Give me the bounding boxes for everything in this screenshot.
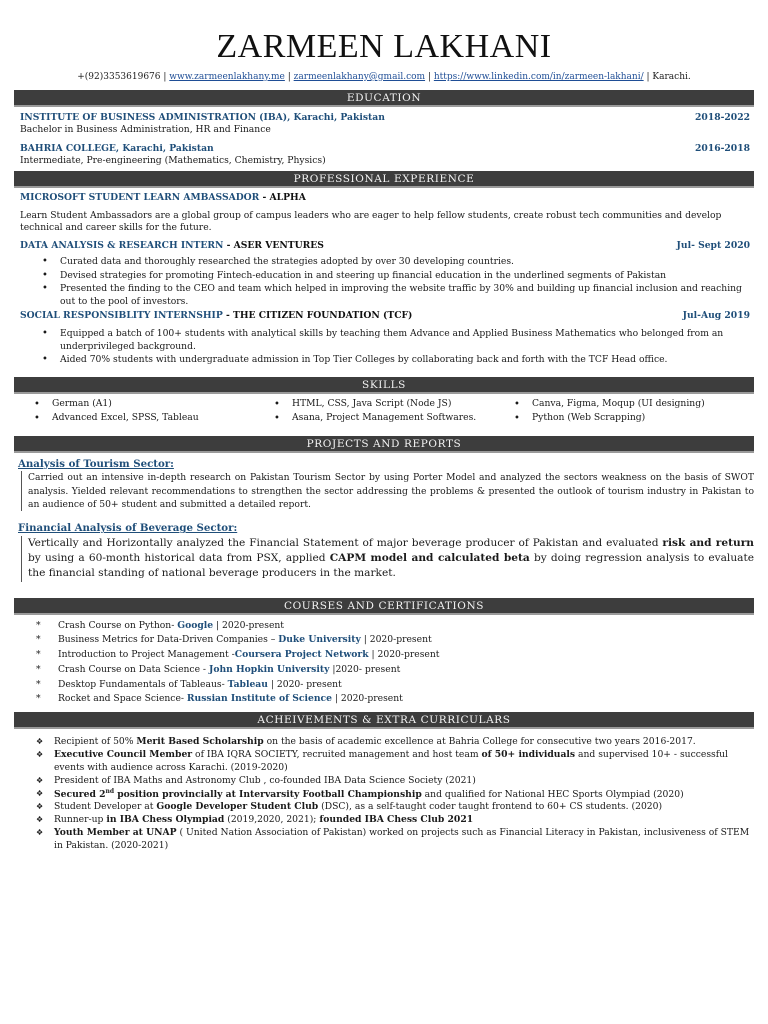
experience-item [20,310,754,322]
skill-item: • Advanced Excel, SPSS, Tableau [34,411,274,426]
skill-item: • HTML, CSS, Java Script (Node JS) [274,397,514,412]
project-description: Vertically and Horizontally analyzed the Financial Statement of major beverage producer of Pakistan and evaluated risk and return by using a 60-month historical data from PSX, applied CAPM model and calculated beta by doing regression analysis to evaluate the financial standing of national beverage producers in the market. [21,536,754,582]
list-item: ❖ Student Developer at Google Developer Student Club (DSC), as a self-taught coder taught frontend to 60+ CS students. (2020) [36,801,754,814]
experience-date: Jul-Aug 2019 [682,309,750,321]
experience-description: Learn Student Ambassadors are a global group of campus leaders who are eager to help fellow students, create robust tech communities and develop technical and career skills for the future. [20,210,722,234]
list-item: * Crash Course on Data Science - John Hopkin University |2020- present [36,663,754,678]
contact-separator: | [287,72,291,82]
education-detail: Bachelor in Business Administration, HR and Finance [20,123,271,135]
skill-item: • Python (Web Scrapping) [514,411,754,426]
education-heading: EDUCATION [14,90,754,107]
experience-role: DATA ANALYSIS & RESEARCH INTERN [20,240,224,252]
list-item: ❖ President of IBA Maths and Astronomy Club , co-founded IBA Data Science Society (2021) [36,775,754,788]
experience-date: Jul- Sept 2020 [676,240,750,252]
education-date: 2016-2018 [695,142,750,154]
list-item: • Equipped a batch of 100+ students with analytical skills by teaching them Advance and Applied Business Mathematics who belonged from an underprivileged background. [42,327,754,354]
email-link[interactable]: zarmeenlakhany@gmail.com [293,72,426,82]
project-title: Financial Analysis of Beverage Sector: [18,522,238,535]
list-item: ❖ Executive Council Member of IBA IQRA SOCIETY, recruited management and host team of 50+ individuals and supervised 10+ - successful events with audience across Karachi. (2019-2020) [36,749,754,775]
experience-company: - THE CITIZEN FOUNDATION (TCF) [222,309,413,321]
skills-column [274,397,514,426]
skills-heading: SKILLS [14,377,754,394]
achievements-list [36,736,754,853]
experience-bullets [42,327,754,367]
skills-column [514,397,754,426]
project-description: Carried out an intensive in-depth research on Pakistan Tourism Sector by using Porter Model and analyzed the sectors weakness on the basis of SWOT analysis. Yielded relevant recommendations to strengthen the sector addressing the problems & presented the outlook of tourism industry in Pakistan to an audience of 50+ student and submitted a detailed report. [21,471,754,511]
education-item [20,143,754,155]
list-item: • Presented the finding to the CEO and team which helped in improving the website traffic by 30% and building up financial inclusion and reaching out to the pool of investors. [42,282,754,309]
skill-item: • German (A1) [34,397,274,412]
list-item: * Crash Course on Python- Google | 2020-present [36,619,754,634]
list-item: • Aided 70% students with undergraduate admission in Top Tier Colleges by collaborating back and forth with the TCF Head office. [42,353,754,366]
education-date: 2018-2022 [695,111,750,123]
website-link[interactable]: www.zarmeenlakhany.me [169,72,285,82]
list-item: ❖ Secured 2nd position provincially at Intervarsity Football Championship and qualified for National HEC Sports Olympiad (2020) [36,788,754,802]
contact-separator: | [427,72,431,82]
achievements-heading: ACHEIVEMENTS & EXTRA CURRICULARS [14,712,754,729]
experience-item [20,240,754,252]
experience-role: SOCIAL RESPONSIBLITY INTERNSHIP [20,309,223,321]
phone: +(92)3353619676 | [77,72,167,82]
courses-list [36,619,754,707]
list-item: * Desktop Fundamentals of Tableaus- Tableau | 2020- present [36,678,754,693]
skills-section [14,397,754,426]
experience-heading: PROFESSIONAL EXPERIENCE [14,171,754,188]
education-item [20,112,754,124]
experience-item [20,192,754,204]
skills-column [34,397,274,426]
projects-section [14,458,754,582]
candidate-name: ZARMEEN LAKHANI [216,28,552,65]
list-item: * Business Metrics for Data-Driven Companies – Duke University | 2020-present [36,633,754,648]
list-item: * Introduction to Project Management -Coursera Project Network | 2020-present [36,648,754,663]
education-org: INSTITUTE OF BUSINESS ADMINISTRATION (IBA), Karachi, Pakistan [20,111,385,123]
contact-line [14,72,754,84]
list-item: * Rocket and Space Science- Russian Institute of Science | 2020-present [36,692,754,707]
education-org: BAHRIA COLLEGE, Karachi, Pakistan [20,142,214,154]
city: | Karachi. [646,72,691,82]
skill-item: • Asana, Project Management Softwares. [274,411,514,426]
education-detail: Intermediate, Pre-engineering (Mathematics, Chemistry, Physics) [20,154,326,166]
project-title: Analysis of Tourism Sector: [18,458,174,471]
linkedin-link[interactable]: https://www.linkedin.com/in/zarmeen-lakhani/ [433,72,644,82]
experience-company: - ALPHA [259,191,306,203]
courses-heading: COURSES AND CERTIFICATIONS [14,598,754,615]
list-item: ❖ Youth Member at UNAP ( United Nation Association of Pakistan) worked on projects such as Financial Literacy in Pakistan, inclusiveness of STEM in Pakistan. (2020-2021) [36,827,754,853]
list-item: • Curated data and thoroughly researched the strategies adopted by over 30 developing countries. [42,255,754,268]
education-section [14,112,754,167]
list-item: ❖ Recipient of 50% Merit Based Scholarship on the basis of academic excellence at Bahria College for consecutive two years 2016-2017. [36,736,754,749]
list-item: • Devised strategies for promoting Fintech-education in and steering up financial education in the underlined segments of Pakistan [42,269,754,282]
experience-company: - ASER VENTURES [223,240,324,252]
list-item: ❖ Runner-up in IBA Chess Olympiad (2019,2020, 2021); founded IBA Chess Club 2021 [36,814,754,827]
experience-role: MICROSOFT STUDENT LEARN AMBASSADOR [20,191,260,203]
experience-section [14,192,754,367]
skill-item: • Canva, Figma, Moqup (UI designing) [514,397,754,412]
experience-bullets [42,255,754,308]
projects-heading: PROJECTS AND REPORTS [14,436,754,453]
